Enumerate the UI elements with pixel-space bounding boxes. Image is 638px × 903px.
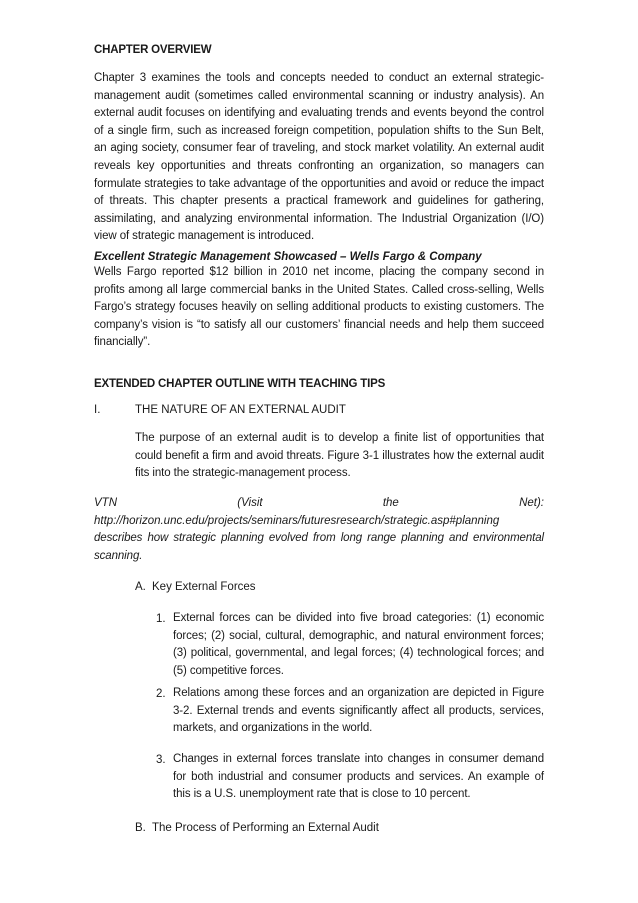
section-1-body: The purpose of an external audit is to develop a finite list of opportunities that could benefit a firm and avoid threats. Figure 3-1 illustrates how the external audit fits into the strategic-management process.	[135, 432, 544, 480]
section-1-number: I.	[94, 404, 101, 416]
chapter-overview-body: Chapter 3 examines the tools and concepts needed to conduct an external strategic-management audit (sometimes called environmental scanning or industry analysis). An external audit focuses on identifying and evaluating trends and events beyond the control of a single firm, such as increased foreign competition, population shifts to the Sun Belt, an aging society, consumer fear of traveling, and stock market volatility. An external audit reveals key opportunities and threats confronting an organization, so managers can formulate strategies to take advantage of the opportunities and avoid or reduce the impact of threats. This chapter presents a practical framework and guidelines for gathering, assimilating, and analyzing environmental information. The Industrial Organization (I/O) view of strategic management is introduced.	[94, 72, 544, 243]
subsection-a-title: Key External Forces	[152, 581, 256, 593]
extended-outline-heading: EXTENDED CHAPTER OUTLINE WITH TEACHING TIPS	[94, 378, 386, 390]
list-item-text: Relations among these forces and an organization are depicted in Figure 3-2. External trends and events significantly affect all products, services, markets, and organizations in the world.	[173, 687, 544, 735]
list-item-number: 2.	[156, 688, 166, 700]
vtn-word: VTN	[94, 497, 117, 509]
subsection-b-label: B.	[135, 822, 146, 834]
subsection-a-label: A.	[135, 581, 146, 593]
list-item-number: 3.	[156, 754, 166, 766]
showcase-title: Excellent Strategic Management Showcased – Wells Fargo & Company	[94, 251, 482, 263]
showcase-body: Wells Fargo reported $12 billion in 2010 net income, placing the company second in profits among all large commercial banks in the United States. Called cross-selling, Wells Fargo’s strategy focuses heavily on selling additional products to existing customers. The company’s vision is “to satisfy all our customers’ financial needs and help them succeed financially”.	[94, 266, 544, 349]
vtn-word: Net):	[519, 497, 544, 509]
list-item-text: External forces can be divided into five broad categories: (1) economic forces; (2) social, cultural, demographic, and natural environment forces; (3) political, governmental, and legal forces; (4) technological forces; and (5) competitive forces.	[173, 612, 544, 677]
vtn-word: the	[382, 497, 399, 509]
vtn-description: describes how strategic planning evolved from long range planning and environmental scanning.	[94, 532, 544, 562]
section-1-title: THE NATURE OF AN EXTERNAL AUDIT	[135, 404, 346, 416]
list-item-text: Changes in external forces translate into changes in consumer demand for both industrial and consumer products and services. An example of this is a U.S. unemployment rate that is close to 10 percent.	[173, 753, 544, 801]
list-item-number: 1.	[156, 613, 166, 625]
vtn-url-link[interactable]: http://horizon.unc.edu/projects/seminars/futuresresearch/strategic.asp#planning	[94, 515, 500, 527]
subsection-b-title: The Process of Performing an External Audit	[152, 822, 379, 834]
chapter-overview-heading: CHAPTER OVERVIEW	[94, 44, 212, 56]
vtn-line	[94, 497, 544, 509]
vtn-word: (Visit	[237, 497, 263, 509]
